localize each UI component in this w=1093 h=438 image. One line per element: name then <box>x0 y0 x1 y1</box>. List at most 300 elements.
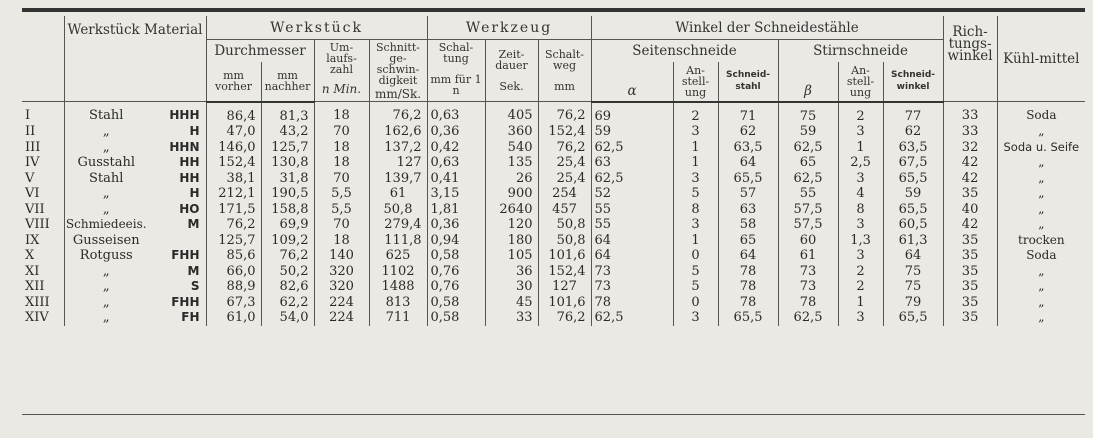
cell: 120 <box>485 217 538 233</box>
cell: „ <box>102 310 110 325</box>
cell: 78 <box>718 279 778 295</box>
cell: S <box>148 279 206 295</box>
cell: 62,5 <box>591 310 673 326</box>
cell: 0,63 <box>427 155 485 171</box>
cell: 127 <box>369 155 427 171</box>
header-winkel: Winkel der Schneidestähle <box>591 16 943 40</box>
cell: 75 <box>883 264 943 280</box>
table-row <box>22 202 1085 218</box>
cell: 70 <box>314 217 369 233</box>
header-werkstueck-material: Werkstück Material <box>64 16 206 102</box>
cell: „ <box>1038 294 1045 309</box>
table-body <box>22 102 1085 326</box>
header-kuehlmittel: Kühl-mittel <box>997 16 1085 102</box>
cell: 76,2 <box>538 140 591 156</box>
cell: „ <box>102 294 110 310</box>
cell: FH <box>148 310 206 326</box>
cell: Stahl <box>89 108 124 124</box>
cell: 0 <box>673 248 718 264</box>
table-row <box>22 155 1085 171</box>
cell: 0,36 <box>427 217 485 233</box>
cell: 137,2 <box>369 140 427 156</box>
table-row <box>22 248 1085 264</box>
cell: 45 <box>485 295 538 311</box>
cell: 18 <box>314 233 369 249</box>
cell: II <box>22 124 64 140</box>
header-schaltweg-mm: mm <box>554 80 575 93</box>
cell: I <box>22 102 64 125</box>
cell: 109,2 <box>261 233 314 249</box>
cell: 55 <box>591 217 673 233</box>
cell: 57,5 <box>778 217 838 233</box>
cell: 2 <box>838 279 883 295</box>
cell: HO <box>148 202 206 218</box>
cell: 88,9 <box>206 279 261 295</box>
cell: 59 <box>591 124 673 140</box>
table-row <box>22 102 1085 125</box>
cell <box>148 233 206 249</box>
cell: 1102 <box>369 264 427 280</box>
cell: 55 <box>591 202 673 218</box>
cell: 405 <box>485 102 538 125</box>
cell: 625 <box>369 248 427 264</box>
header-n-min: n Min. <box>321 82 362 96</box>
cell: 33 <box>485 310 538 326</box>
header-richtungswinkel: Rich-tungs-winkel <box>943 16 997 102</box>
table-row <box>22 140 1085 156</box>
header-mm-vorher: mm vorher <box>206 62 261 102</box>
cell: M <box>148 264 206 280</box>
header-sek: Sek. <box>499 80 524 93</box>
header-werkstueck: Werkstück <box>206 16 427 40</box>
cell: 2 <box>838 264 883 280</box>
cell: 42 <box>943 155 997 171</box>
cell: 85,6 <box>206 248 261 264</box>
cell: „ <box>1038 170 1045 185</box>
cell: 1,81 <box>427 202 485 218</box>
cell: 8 <box>673 202 718 218</box>
cell: 111,8 <box>369 233 427 249</box>
cell: 130,8 <box>261 155 314 171</box>
table-header <box>22 16 1085 102</box>
header-schaltweg-group <box>538 40 591 102</box>
cell: 62,5 <box>778 140 838 156</box>
header-beta: β <box>778 62 838 102</box>
header-schaltung: Schal-tung <box>438 41 474 65</box>
cell: 320 <box>314 279 369 295</box>
cell: HHN <box>148 140 206 156</box>
cell: 73 <box>591 264 673 280</box>
cell: 40 <box>943 202 997 218</box>
cell: 62,5 <box>591 171 673 187</box>
cell: 62,5 <box>591 140 673 156</box>
cell: 61,3 <box>883 233 943 249</box>
cell: 50,8 <box>538 233 591 249</box>
header-mm-nachher: mm nachher <box>261 62 314 102</box>
cell: 0,63 <box>427 102 485 125</box>
cell: 66,0 <box>206 264 261 280</box>
cell: 279,4 <box>369 217 427 233</box>
cell: 50,8 <box>369 202 427 218</box>
cell: „ <box>1038 279 1045 293</box>
cell: 65 <box>778 155 838 171</box>
cell: 125,7 <box>261 140 314 156</box>
cell: „ <box>1038 155 1045 169</box>
cell: 2640 <box>485 202 538 218</box>
cell: 65,5 <box>718 310 778 326</box>
cell: 78 <box>778 295 838 311</box>
cell: 64 <box>591 233 673 249</box>
table-row <box>22 310 1085 326</box>
header-schnittgeschw-group <box>369 40 427 102</box>
cell: 70 <box>314 124 369 140</box>
cell: 4 <box>838 186 883 202</box>
cell: 36 <box>485 264 538 280</box>
cell: 50,8 <box>538 217 591 233</box>
cell: 73 <box>591 279 673 295</box>
cell: 35 <box>943 248 997 264</box>
cell: 25,4 <box>538 155 591 171</box>
cell: XIII <box>22 295 64 311</box>
cell: 0 <box>673 295 718 311</box>
cell: 73 <box>778 264 838 280</box>
cell: 62 <box>718 124 778 140</box>
cell: „ <box>102 124 110 139</box>
cell: 69 <box>591 102 673 125</box>
cell: 76,2 <box>206 217 261 233</box>
cell: 224 <box>314 310 369 326</box>
cell: 67,3 <box>206 295 261 311</box>
cell: FHH <box>148 248 206 264</box>
cell: 65,5 <box>718 171 778 187</box>
cell: 62,5 <box>778 310 838 326</box>
header-schneidstahl: Schneid-stahl <box>718 62 778 102</box>
header-anstellung-stirn: An-stell-ung <box>838 62 883 102</box>
header-umlaufszahl-group <box>314 40 369 102</box>
cell: VIII <box>22 217 64 233</box>
cell: 18 <box>314 102 369 125</box>
cell: 540 <box>485 140 538 156</box>
cell: 58 <box>718 217 778 233</box>
cell: HH <box>148 171 206 187</box>
cell: 254 <box>538 186 591 202</box>
cell: XIV <box>22 310 64 326</box>
cell: 65,5 <box>883 171 943 187</box>
cell: 139,7 <box>369 171 427 187</box>
header-anstellung-seite: An-stell-ung <box>673 62 718 102</box>
cell: 47,0 <box>206 124 261 140</box>
header-schaltung-group <box>427 40 485 102</box>
cell: 75 <box>883 279 943 295</box>
cell: 158,8 <box>261 202 314 218</box>
cell: 26 <box>485 171 538 187</box>
header-durchmesser: Durchmesser <box>206 40 314 62</box>
cell: 50,2 <box>261 264 314 280</box>
header-stirnschneide: Stirnschneide <box>778 40 943 62</box>
cell: 35 <box>943 310 997 326</box>
table-row <box>22 171 1085 187</box>
cell: 35 <box>943 264 997 280</box>
cell: trocken <box>1018 232 1065 247</box>
cell: 1488 <box>369 279 427 295</box>
cell: 5 <box>673 264 718 280</box>
cell: 65 <box>718 233 778 249</box>
header-werkzeug: Werkzeug <box>427 16 591 40</box>
cell: „ <box>1038 201 1045 216</box>
cell: 25,4 <box>538 171 591 187</box>
cell: 3 <box>838 248 883 264</box>
cell: 18 <box>314 140 369 156</box>
cell: 57,5 <box>778 202 838 218</box>
cell: Gusstahl <box>77 155 136 170</box>
cell: „ <box>102 139 110 155</box>
cell: 76,2 <box>538 102 591 125</box>
cell: 32 <box>943 140 997 156</box>
cell: 30 <box>485 279 538 295</box>
cell: V <box>22 171 64 187</box>
cell: „ <box>102 201 110 217</box>
cell: 70 <box>314 171 369 187</box>
cell: 61 <box>369 186 427 202</box>
cell: 140 <box>314 248 369 264</box>
cell: 125,7 <box>206 233 261 249</box>
cell: 0,58 <box>427 295 485 311</box>
cell: 190,5 <box>261 186 314 202</box>
cell: HHH <box>148 102 206 125</box>
cell: Gusseisen <box>72 232 140 248</box>
cell: 62 <box>883 124 943 140</box>
cell: 81,3 <box>261 102 314 125</box>
cell: 64 <box>591 248 673 264</box>
cell: 360 <box>485 124 538 140</box>
cell: 8 <box>838 202 883 218</box>
cell: III <box>22 140 64 156</box>
cell: 3 <box>838 310 883 326</box>
cell: 18 <box>314 155 369 171</box>
cell: 78 <box>718 264 778 280</box>
cell: „ <box>1038 186 1045 200</box>
cell: Rotguss <box>79 248 133 263</box>
cell: 101,6 <box>538 295 591 311</box>
cell: 3 <box>838 171 883 187</box>
cell: 59 <box>883 186 943 202</box>
cell: 0,42 <box>427 140 485 156</box>
table-row <box>22 233 1085 249</box>
cell: 3 <box>673 217 718 233</box>
cell: 0,58 <box>427 248 485 264</box>
cell: 224 <box>314 295 369 311</box>
cell: 180 <box>485 233 538 249</box>
cell: 457 <box>538 202 591 218</box>
cell: Soda u. Seife <box>1003 139 1080 154</box>
header-schnittgeschw: Schnitt-ge-schwin-digkeit <box>376 41 420 87</box>
cell: 3 <box>673 310 718 326</box>
cell: 63 <box>591 155 673 171</box>
table-row <box>22 217 1085 233</box>
cell: 35 <box>943 295 997 311</box>
cell: 60,5 <box>883 217 943 233</box>
cell: 813 <box>369 295 427 311</box>
cell: 62,2 <box>261 295 314 311</box>
cell: 2 <box>838 102 883 125</box>
cell: 101,6 <box>538 248 591 264</box>
cell: 71 <box>718 102 778 125</box>
cell: 43,2 <box>261 124 314 140</box>
cell: „ <box>102 186 110 201</box>
cell: 162,6 <box>369 124 427 140</box>
cell: „ <box>1038 310 1045 324</box>
cell: Soda <box>1026 108 1057 123</box>
cell: 5,5 <box>314 202 369 218</box>
cell: 2,5 <box>838 155 883 171</box>
header-mm-fuer-1n: mm für 1 n <box>430 73 482 97</box>
cell: 64 <box>718 248 778 264</box>
cell: 152,4 <box>206 155 261 171</box>
header-zeitdauer: Zeit-dauer <box>495 48 528 72</box>
cell: „ <box>1038 124 1045 138</box>
cell: 75 <box>778 102 838 125</box>
cell: 1 <box>673 155 718 171</box>
cell: 35 <box>943 233 997 249</box>
cell: XII <box>22 279 64 295</box>
cell: 35 <box>943 279 997 295</box>
table-row <box>22 124 1085 140</box>
cell: 63,5 <box>718 140 778 156</box>
cell: 5,5 <box>314 186 369 202</box>
cell: 65,5 <box>883 202 943 218</box>
table-row <box>22 186 1085 202</box>
cell: 61 <box>778 248 838 264</box>
cell: 78 <box>718 295 778 311</box>
cell: 60 <box>778 233 838 249</box>
cell: 33 <box>943 124 997 140</box>
cell: Schmiedeeis. <box>65 217 147 231</box>
cell: 73 <box>778 279 838 295</box>
header-row-number <box>22 16 64 102</box>
cell: XI <box>22 264 64 280</box>
cell: 105 <box>485 248 538 264</box>
cell: 1 <box>673 233 718 249</box>
cutting-data-table <box>22 16 1085 326</box>
table-row <box>22 279 1085 295</box>
table-row <box>22 264 1085 280</box>
cell: 42 <box>943 171 997 187</box>
cell: IV <box>22 155 64 171</box>
header-mm-sk: mm/Sk. <box>374 87 422 101</box>
cell: 3,15 <box>427 186 485 202</box>
cell: 171,5 <box>206 202 261 218</box>
cell: „ <box>1038 263 1045 278</box>
cell: 0,76 <box>427 279 485 295</box>
cell: 127 <box>538 279 591 295</box>
cell: 79 <box>883 295 943 311</box>
cell: 82,6 <box>261 279 314 295</box>
cell: HH <box>148 155 206 171</box>
cell: VII <box>22 202 64 218</box>
cell: 5 <box>673 186 718 202</box>
cell: IX <box>22 233 64 249</box>
cell: 900 <box>485 186 538 202</box>
cell: 62,5 <box>778 171 838 187</box>
table-bottom-rule <box>22 414 1085 415</box>
cell: 76,2 <box>369 102 427 125</box>
cell: FHH <box>148 295 206 311</box>
cell: 31,8 <box>261 171 314 187</box>
header-schaltweg: Schalt-weg <box>545 48 585 72</box>
cell: 3 <box>838 124 883 140</box>
cell: 63,5 <box>883 140 943 156</box>
cell: 152,4 <box>538 264 591 280</box>
cell: 5 <box>673 279 718 295</box>
cell: Stahl <box>89 170 124 186</box>
cell: 67,5 <box>883 155 943 171</box>
cell: 1,3 <box>838 233 883 249</box>
cell: 3 <box>673 124 718 140</box>
cell: 212,1 <box>206 186 261 202</box>
cell: 135 <box>485 155 538 171</box>
cell: 42 <box>943 217 997 233</box>
cell: 152,4 <box>538 124 591 140</box>
cell: X <box>22 248 64 264</box>
cell: 77 <box>883 102 943 125</box>
cell: 52 <box>591 186 673 202</box>
cell: Soda <box>1026 248 1057 262</box>
cell: 1 <box>838 140 883 156</box>
header-umlaufszahl: Um-laufs-zahl <box>326 41 357 76</box>
cell: 0,94 <box>427 233 485 249</box>
cell: 0,36 <box>427 124 485 140</box>
cell: 78 <box>591 295 673 311</box>
header-schneidwinkel: Schneid-winkel <box>883 62 943 102</box>
header-zeitdauer-group <box>485 40 538 102</box>
cell: 64 <box>883 248 943 264</box>
cell: 711 <box>369 310 427 326</box>
cell: 0,58 <box>427 310 485 326</box>
table-row <box>22 295 1085 311</box>
cell: VI <box>22 186 64 202</box>
cell: 57 <box>718 186 778 202</box>
cell: 1 <box>838 295 883 311</box>
cell: 63 <box>718 202 778 218</box>
cell: 146,0 <box>206 140 261 156</box>
cell: 320 <box>314 264 369 280</box>
cell: 55 <box>778 186 838 202</box>
cell: 3 <box>838 217 883 233</box>
cell: 54,0 <box>261 310 314 326</box>
cell: 3 <box>673 171 718 187</box>
cell: 86,4 <box>206 102 261 125</box>
cell: „ <box>102 279 110 294</box>
cell: H <box>148 124 206 140</box>
cell: 65,5 <box>883 310 943 326</box>
cell: 33 <box>943 102 997 125</box>
cell: 1 <box>673 140 718 156</box>
cell: „ <box>102 263 110 279</box>
cell: 35 <box>943 186 997 202</box>
cell: „ <box>1038 217 1045 231</box>
header-seitenschneide: Seitenschneide <box>591 40 778 62</box>
cell: 61,0 <box>206 310 261 326</box>
cell: 69,9 <box>261 217 314 233</box>
cell: 64 <box>718 155 778 171</box>
cell: 59 <box>778 124 838 140</box>
cell: 76,2 <box>538 310 591 326</box>
cell: 76,2 <box>261 248 314 264</box>
cell: 0,76 <box>427 264 485 280</box>
cell: 0,41 <box>427 171 485 187</box>
cell: M <box>148 217 206 233</box>
cell: 2 <box>673 102 718 125</box>
